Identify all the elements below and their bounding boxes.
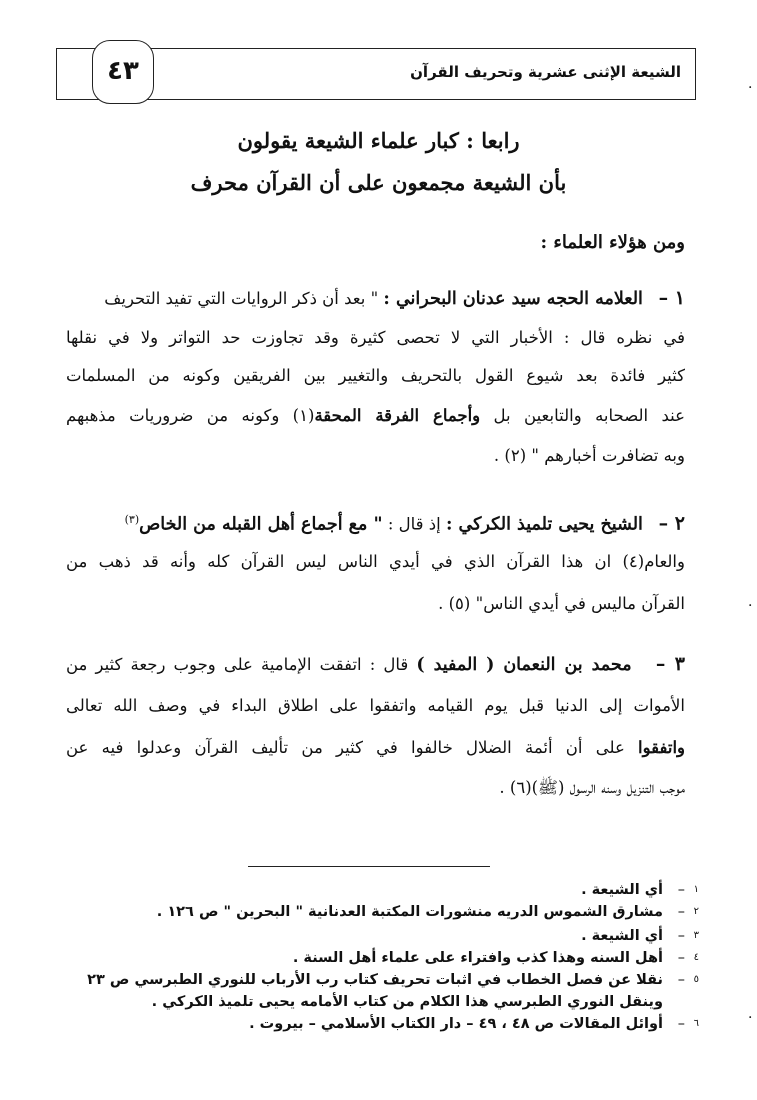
footnote-5-text: نقلا عن فصل الخطاب في اثبات تحريف كتاب رب الأرباب للنوري الطبرسي ص ٢٣ [87,972,663,988]
item-1-line-4 [66,402,685,430]
item-3-line-3-text: على أن أئمة الضلال خالفوا في كثير من تأليف القرآن وعدلوا فيه عن [66,738,625,757]
footnote-divider [248,866,490,867]
intro-text: ومن هؤلاء العلماء : [540,232,685,253]
margin-speck: · [748,598,753,614]
item-3-scholar-name: محمد بن النعمان ( المفيد ) [416,655,632,675]
item-3-line-1 [66,650,685,679]
item-3-text: قال : اتفقت الإمامية على وجوب رجعة كثير من [66,655,409,674]
item-1-line-5: وبه تضافرت أخبارهم " (٢) . [493,446,685,465]
item-1-scholar-name: العلامه الحجه سيد عدنان البحراني : [383,289,643,309]
page-number: ٤٣ [92,40,154,104]
header-title: الشيعة الإثنى عشرية وتحريف القرآن [410,63,681,81]
item-2-emphasis: " مع أجماع أهل القبله من الخاص [139,514,383,535]
footnote-6-text: أوائل المقالات ص ٤٨ ، ٤٩ – دار الكتاب الأسلامي – بيروت . [249,1016,663,1032]
item-2-line-1 [125,506,685,539]
item-1-number: ١ – [658,287,685,309]
footnote-dash: – [677,1016,685,1032]
footnote-1-text: أي الشيعة . [581,882,663,898]
footnote-dash: – [677,928,685,944]
item-1-emphasis: وأجماع الفرقة المحقة [314,406,481,425]
item-3-emphasis: واتفقوا [638,738,685,757]
item-1-line-2: في نظره قال : الأخبار التي لا تحصى كثيرة وقد تجاوزت حد التواتر ولا في نقلها [66,328,685,347]
item-1-line-4-end: (١) وكونه من ضروريات مذهبهم [66,406,315,425]
item-3-line-4: موجب التنزيل وسنه الرسول (ﷺ)(٦) . [499,778,685,797]
footnote-dash: – [677,972,685,988]
section-heading-line-1: رابعا : كبار علماء الشيعة يقولون [237,128,520,153]
item-3-line-3 [66,734,685,762]
item-2-number: ٢ – [658,512,685,535]
item-1-line-3: كثير فائدة بعد شيوع القول بالتحريف والتغيير بين الفريقين وكونه من المسلمات [66,366,685,385]
footnote-dash: – [677,904,685,920]
item-2-line-2: والعام(٤) ان هذا القرآن الذي في أيدي الناس ليس القرآن كله وأنه قد ذهب من [66,552,685,571]
footnote-2-mark: ٢ [693,906,699,917]
footnote-3-text: أي الشيعة . [581,928,663,944]
footnote-6-mark: ٦ [693,1018,699,1029]
margin-speck: · [748,1010,753,1026]
item-2-said: إذ قال : [387,514,441,534]
footnote-1-mark: ١ [693,884,699,895]
footnote-3 [581,926,699,946]
footnote-4 [293,948,699,968]
footnote-1 [581,880,699,900]
footnote-5-mark: ٥ [693,974,699,985]
item-2-scholar-name: الشيخ يحيى تلميذ الكركي : [445,514,643,535]
item-1-line-4-start: عند الصحابه والتابعين بل [493,406,685,425]
footnote-3-mark: ٣ [693,930,699,941]
footnote-2-text: مشارق الشموس الدريه منشورات المكتبة العدنانية " البحرين " ص ١٢٦ . [156,904,663,920]
footnote-5-continued-text: وينقل النوري الطبرسي هذا الكلام من كتاب الأمامه يحيى تلميذ الكركي . [151,994,663,1010]
footnote-6 [249,1014,699,1034]
footnote-dash: – [677,950,685,966]
margin-speck: · [748,80,753,96]
item-1-text: " بعد أن ذكر الروايات التي تفيد التحريف [104,289,379,308]
item-3-line-2: الأموات إلى الدنيا قبل يوم القيامه واتفقوا على اطلاق البداء في وصف الله تعالى [66,696,685,715]
footnote-5 [87,970,699,990]
footnote-4-mark: ٤ [693,952,699,963]
footnote-5-continued [152,992,663,1012]
footnote-dash: – [677,882,685,898]
item-3-number: ٣ – [655,653,685,675]
section-heading-line-2: بأن الشيعة مجمعون على أن القرآن محرف [190,170,567,195]
item-1-line-1 [104,284,685,313]
item-2-footnote-ref: (٣) [124,513,140,526]
footnote-2 [157,902,699,922]
item-2-line-3: القرآن ماليس في أيدي الناس" (٥) . [438,594,685,613]
footnote-4-text: أهل السنه وهذا كذب وافتراء على علماء أهل السنة . [292,950,663,966]
